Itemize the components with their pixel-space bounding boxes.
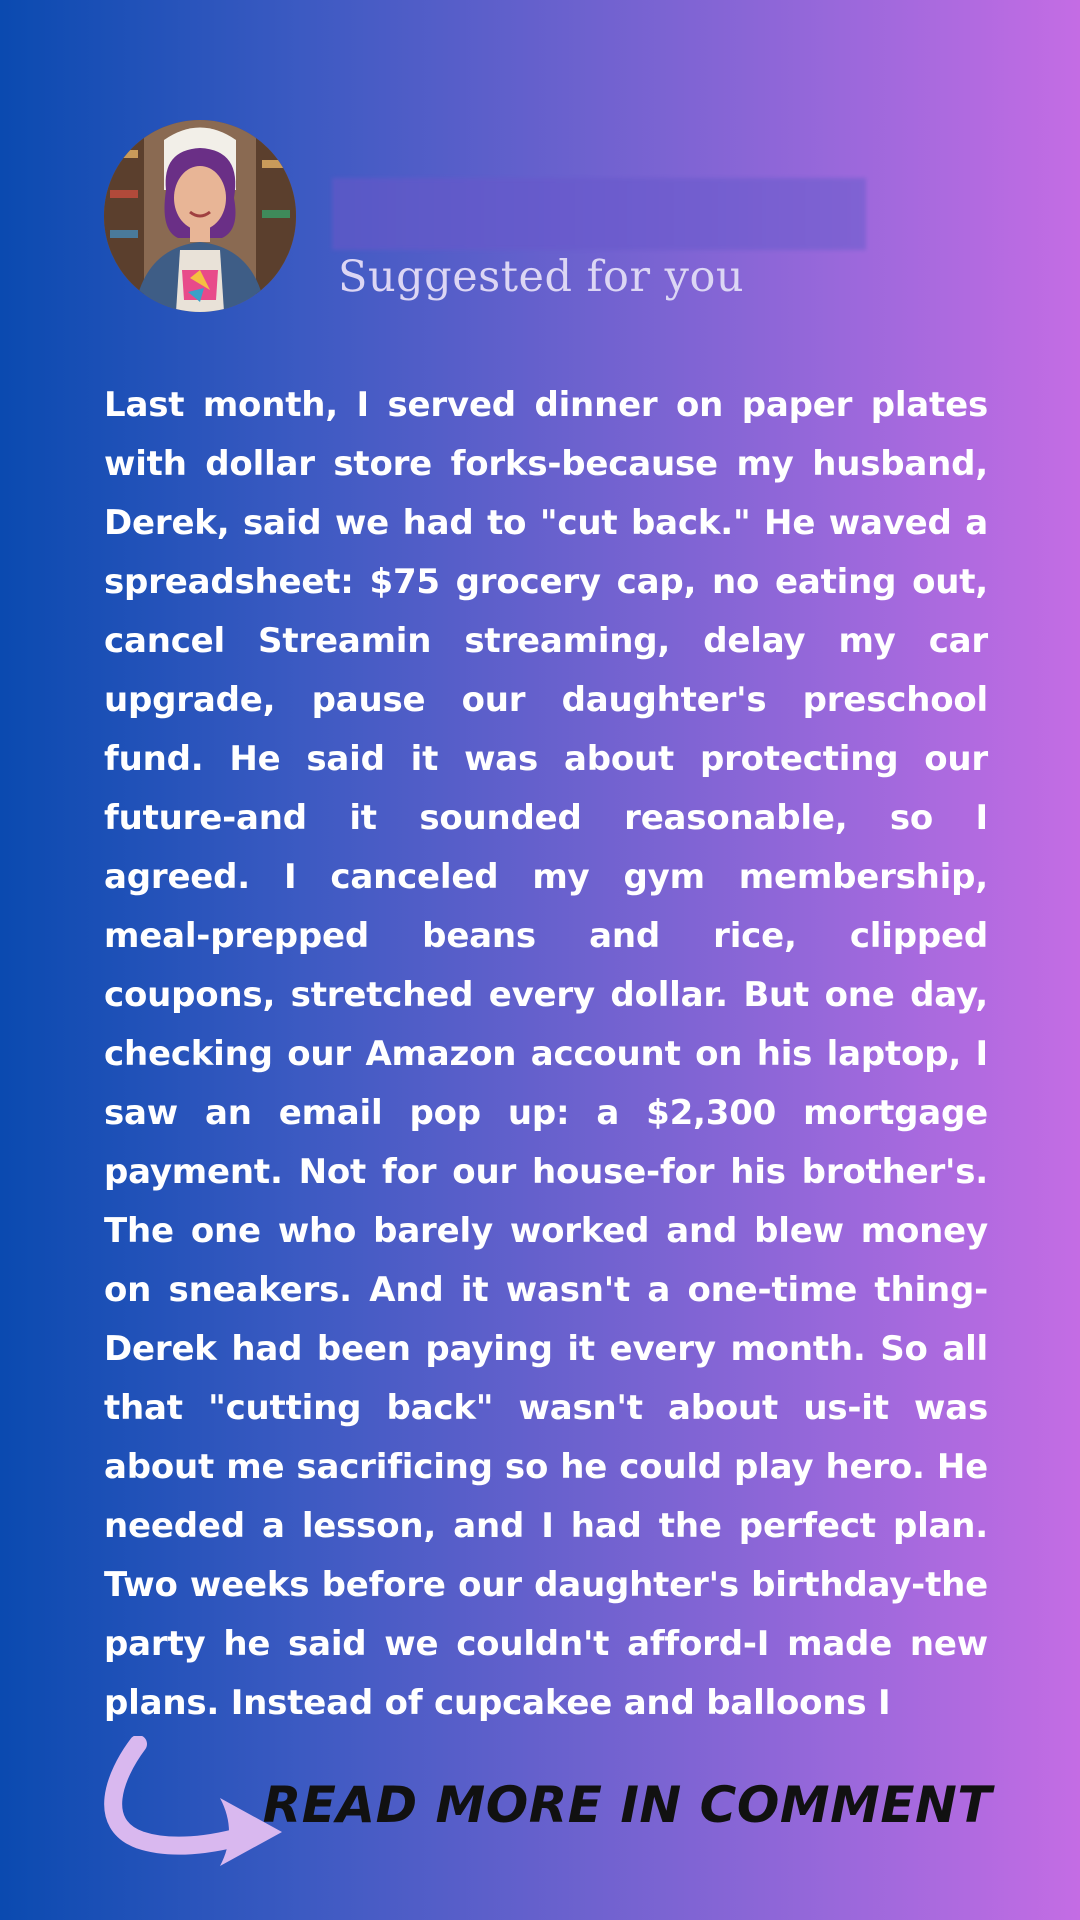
avatar[interactable] xyxy=(104,120,296,312)
suggested-label: Suggested for you xyxy=(338,252,745,302)
read-more-label: READ MORE IN COMMENT xyxy=(262,1776,992,1834)
post-text: Last month, I served dinner on paper plates with dollar store forks-because my husband, Derek, said we had to "cut back." He waved a spreadsheet: $75 grocery cap, no eating out, cancel Streamin streaming, delay my car upgrade, pause our daughter's preschool fund. He said it was about protecting our future-and it sounded reasonable, so I agreed. I canceled my gym membership, meal-prepped beans and rice, clipped coupons, stretched every dollar. But one day, checking our Amazon account on his laptop, I saw an email pop up: a $2,300 mortgage payment. Not for our house-for his brother's. The one who barely worked and blew money on sneakers. And it wasn't a one-time thing-Derek had been paying it every month. So all that "cutting back" wasn't about us-it was about me sacrificing so he could play hero. He needed a lesson, and I had the perfect plan. Two weeks before our daughter's birthday-the party he said we couldn't afford-I made new plans. Instead of cupcakee and balloons I xyxy=(104,385,988,1723)
author-name-redacted xyxy=(332,178,866,250)
avatar-photo xyxy=(104,120,296,312)
